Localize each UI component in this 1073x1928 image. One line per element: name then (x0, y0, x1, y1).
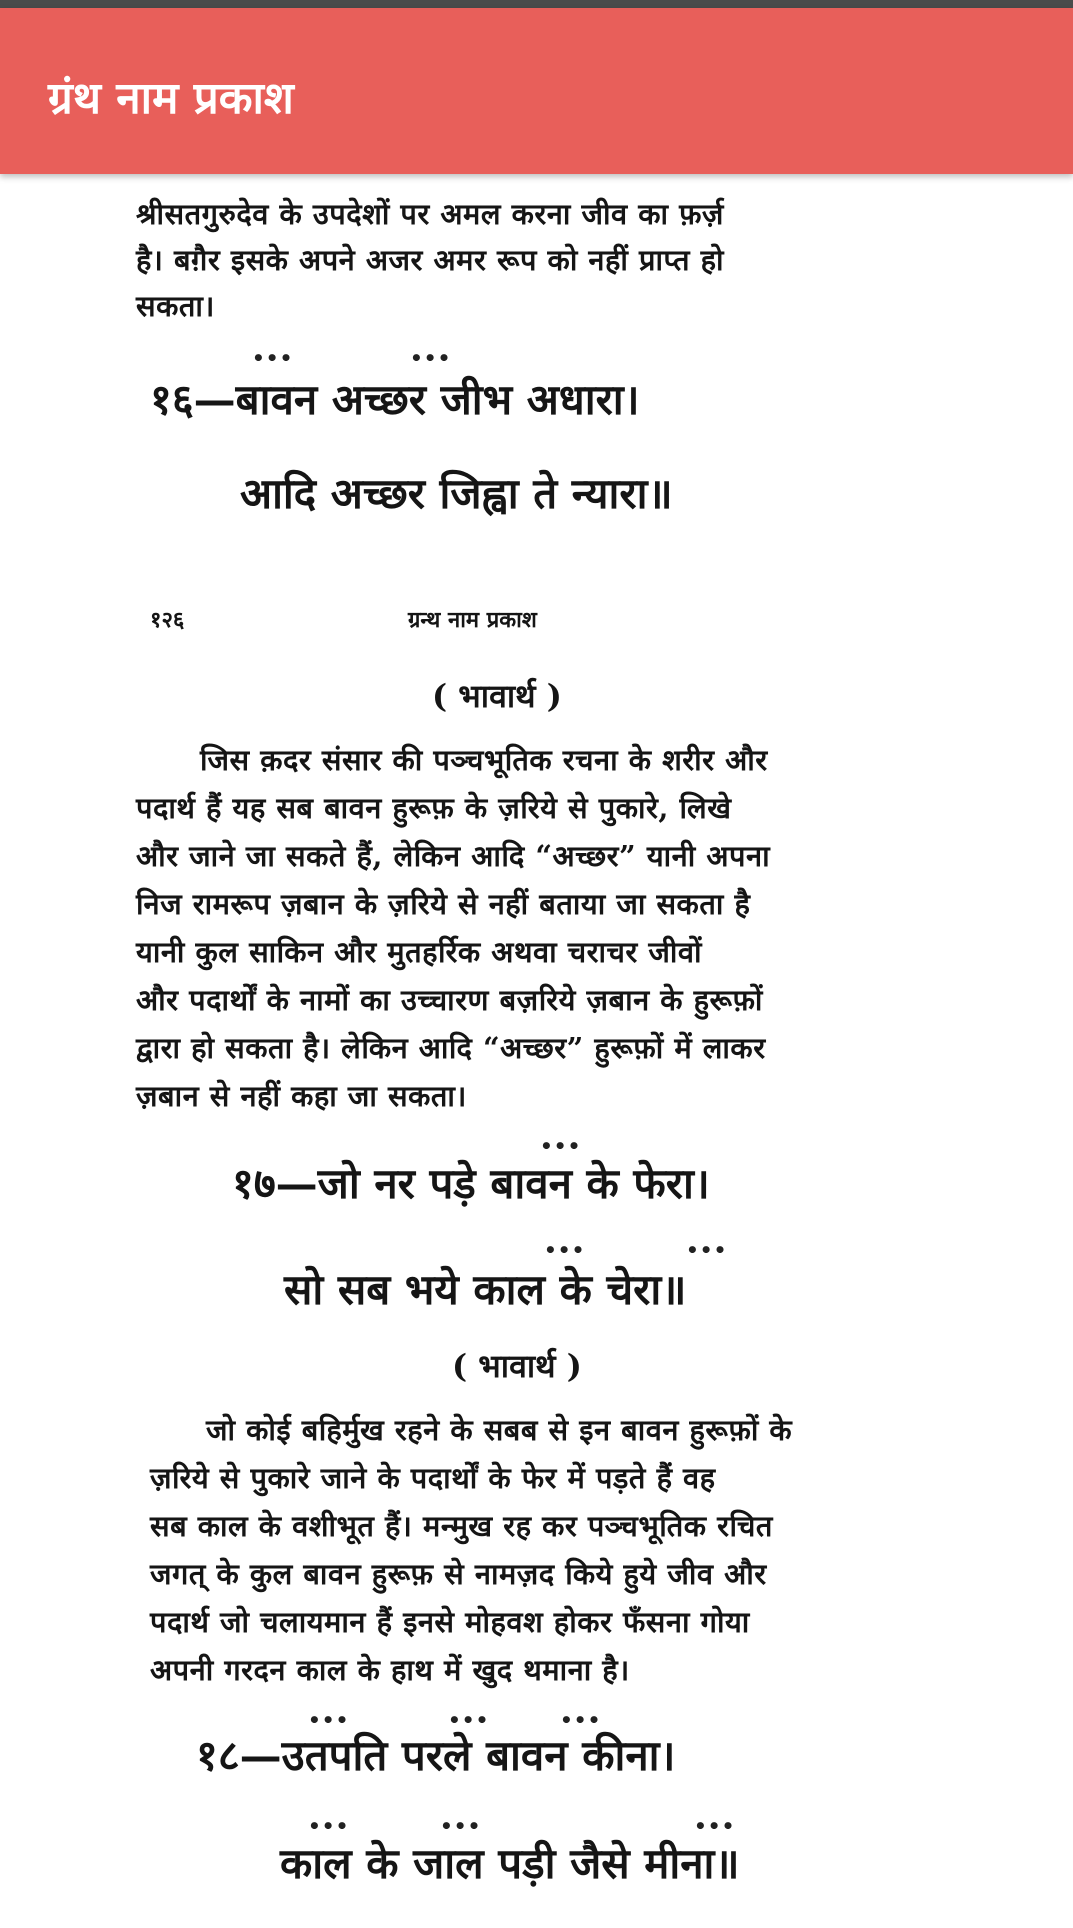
page-number: १२६ (150, 607, 185, 633)
prose-line: सकता। (136, 289, 215, 323)
bhavarth-heading: ( भावार्थ ) (432, 677, 562, 715)
verse-16-line-1: १६—बावन अच्छर जीभ अधारा। (150, 375, 640, 424)
prose-line: ज़रिये से पुकारे जाने के पदार्थों के फेर में पड़ते हैं वह (150, 1461, 716, 1495)
prose-line: निज रामरूप ज़बान के ज़रिये से नहीं बताया जा सकता है (136, 887, 751, 921)
nukta-dots: ••• (686, 1238, 728, 1262)
prose-line: श्रीसतगुरुदेव के उपदेशों पर अमल करना जीव का फ़र्ज़ (136, 197, 724, 231)
app-bar (0, 8, 1073, 174)
prose-line: है। बग़ैर इसके अपने अजर अमर रूप को नहीं प्राप्त हो (136, 243, 725, 277)
nukta-dots: ••• (540, 1134, 582, 1158)
bhavarth-heading: ( भावार्थ ) (452, 1347, 582, 1385)
prose-line: जिस क़दर संसार की पञ्चभूतिक रचना के शरीर और (200, 743, 768, 777)
running-header-title: ग्रन्थ नाम प्रकाश (408, 607, 537, 633)
nukta-dots: ••• (308, 1708, 350, 1732)
nukta-dots: ••• (694, 1814, 736, 1838)
prose-line: जगत् के कुल बावन हुरूफ़ से नामज़द किये हुये जीव और (150, 1557, 767, 1591)
nukta-dots: ••• (308, 1814, 350, 1838)
scanned-page[interactable] (0, 174, 1073, 1928)
prose-line: सब काल के वशीभूत हैं। मन्मुख रह कर पञ्चभूतिक रचित (150, 1509, 773, 1543)
status-bar (0, 0, 1073, 8)
prose-line: द्वारा हो सकता है। लेकिन आदि “अच्छर” हुरूफ़ों में लाकर (136, 1031, 766, 1065)
prose-line: जो कोई बहिर्मुख रहने के सबब से इन बावन हुरूफ़ों के (206, 1413, 793, 1447)
verse-18-line-1: १८—उतपति परले बावन कीना। (196, 1731, 676, 1780)
prose-line: यानी कुल साकिन और मुतहर्रिक अथवा चराचर जीवों (136, 935, 703, 969)
prose-line: पदार्थ जो चलायमान हैं इनसे मोहवश होकर फँसना गोया (150, 1605, 750, 1639)
app-title: ग्रंथ नाम प्रकाश (48, 73, 294, 124)
prose-line: ज़बान से नहीं कहा जा सकता। (136, 1079, 467, 1113)
verse-17-line-2: सो सब भये काल के चेरा॥ (284, 1265, 687, 1314)
nukta-dots: ••• (560, 1708, 602, 1732)
verse-16-line-2: आदि अच्छर जिह्वा ते न्यारा॥ (240, 469, 673, 518)
prose-line: पदार्थ हैं यह सब बावन हुरूफ़ के ज़रिये से पुकारे, लिखे (136, 791, 732, 825)
verse-17-line-1: १७—जो नर पड़े बावन के फेरा। (232, 1159, 710, 1208)
verse-18-line-2: काल के जाल पड़ी जैसे मीना॥ (280, 1839, 740, 1888)
prose-line: अपनी गरदन काल के हाथ में खुद थमाना है। (150, 1653, 630, 1687)
nukta-dots: ••• (410, 346, 452, 370)
nukta-dots: ••• (440, 1814, 482, 1838)
nukta-dots: ••• (448, 1708, 490, 1732)
prose-line: और जाने जा सकते हैं, लेकिन आदि “अच्छर” यानी अपना (136, 839, 771, 873)
nukta-dots: ••• (252, 346, 294, 370)
prose-line: और पदार्थों के नामों का उच्चारण बज़रिये ज़बान के हुरूफ़ों (136, 983, 763, 1017)
nukta-dots: ••• (544, 1238, 586, 1262)
